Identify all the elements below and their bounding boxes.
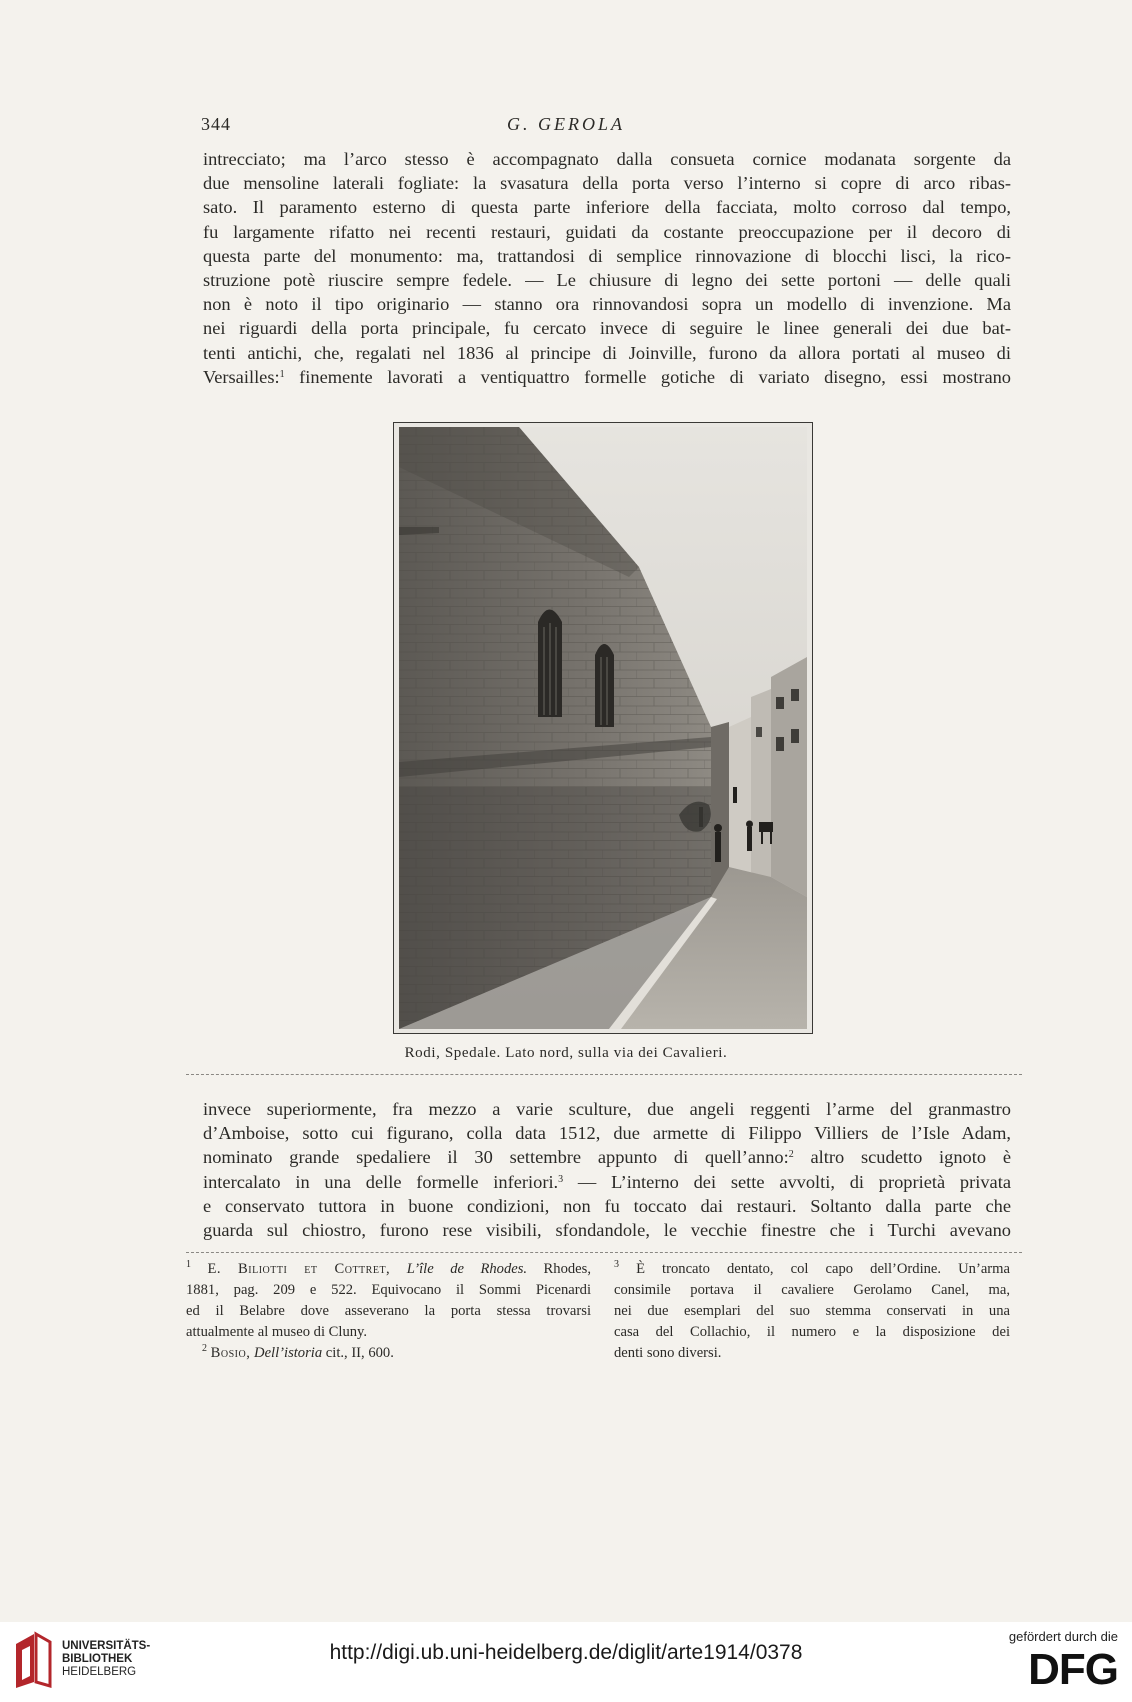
separator-rule [186, 1074, 1022, 1075]
text-line: invece superiormente, fra mezzo a varie sculture, due angeli reggenti l’arme del granmastro [203, 1099, 1011, 1119]
text-fragment: altro scudetto ignoto è [793, 1147, 1012, 1168]
dfg-logo: DFG [1028, 1645, 1118, 1694]
text-line: attualmente al museo di Cluny. [186, 1324, 368, 1340]
institution-line: UNIVERSITÄTS- [62, 1640, 151, 1652]
text-line: non è noto il tipo originario — stanno ora rinnovandosi sopra un modello di invenzione. Ma [203, 294, 1011, 315]
text-fragment: — L’interno dei sette avvolti, di proprietà privata [563, 1171, 1011, 1192]
text-line: nei due esemplari del suo stemma conservati in una [614, 1303, 1010, 1319]
footnote-ref-2[interactable]: 2 [788, 1149, 794, 1161]
paragraph-bottom [203, 1097, 1011, 1242]
text-fragment: Rhodes, [527, 1261, 591, 1277]
funding-label: gefördert durch die [1008, 1629, 1118, 1644]
text-fragment: È troncato dentato, col capo dell’Ordine. Un’arma [619, 1261, 1010, 1277]
footnote-ref-3[interactable]: 3 [558, 1173, 564, 1185]
footnote-separator [186, 1252, 1022, 1253]
text-line: tenti antichi, che, regalati nel 1836 al principe di Joinville, furono da allora portati al museo di [203, 342, 1011, 363]
page-number: 344 [201, 114, 231, 134]
text-line: intrecciato; ma l’arco stesso è accompagnato dalla consueta cornice modanata sorgente da [203, 149, 1011, 169]
text-line: guarda sul chiostro, furono rese visibili, sfondandole, le vecchie finestre che i Turchi avevano [203, 1219, 1011, 1240]
text-fragment: finemente lavorati a ventiquattro formelle gotiche di variato disegno, essi mostrano [284, 366, 1011, 387]
footnotes-left [186, 1259, 591, 1364]
text-line: 1881, pag. 209 e 522. Equivocano il Sommi Picenardi [186, 1282, 591, 1298]
running-title: G. GEROLA [507, 114, 625, 134]
footnote-mark: 1 [186, 1259, 191, 1270]
figure-caption: Rodi, Spedale. Lato nord, sulla via dei Cavalieri. [404, 1045, 728, 1061]
footnote-title: Dell’istoria [254, 1345, 323, 1361]
text-fragment: cit., II, 600. [322, 1345, 394, 1361]
street-photograph [399, 427, 807, 1029]
footnote-author: E. Biliotti et Cottret, [207, 1261, 391, 1277]
footnotes-right [614, 1259, 1010, 1364]
footnote-3 [614, 1259, 1010, 1280]
text-line: d’Amboise, sotto cui figurano, colla data 1512, due armette di Filippo Villiers de l’Isle Adam, [203, 1123, 1011, 1144]
institution-line: HEIDELBERG [62, 1666, 137, 1678]
text-line: consimile portava il cavaliere Gerolamo Canel, ma, [614, 1282, 1010, 1298]
footnote-author: Bosio, [210, 1345, 251, 1361]
text-line: sato. Il paramento esterno di questa parte inferiore della facciata, molto corroso dal tempo, [203, 197, 1011, 218]
text-fragment: intercalato in una delle formelle inferiori. [203, 1171, 559, 1192]
text-line [203, 1170, 1011, 1194]
paragraph-top [203, 147, 1011, 389]
footnote-2 [186, 1343, 591, 1364]
footnote-mark: 3 [614, 1259, 619, 1270]
text-line: questa parte del monumento: ma, trattandosi di semplice rinnovazione di blocchi lisci, la rico- [203, 245, 1011, 266]
text-line: nei riguardi della porta principale, fu cercato invece di seguire le linee generali dei due bat- [203, 318, 1011, 339]
footnote-title: L’île de Rhodes. [406, 1261, 528, 1277]
text-line: casa del Collachio, il numero e la disposizione dei [614, 1324, 1010, 1340]
text-line [203, 365, 1011, 389]
permalink-url[interactable]: http://digi.ub.uni-heidelberg.de/diglit/arte1914/0378 [329, 1641, 803, 1664]
text-fragment: Versailles: [203, 366, 280, 387]
text-line: denti sono diversi. [614, 1345, 722, 1361]
footnote-ref-1[interactable]: 1 [279, 368, 285, 380]
text-line [203, 1145, 1011, 1169]
text-line: e conservato tuttora in buone condizioni, non fu toccato dai restauri. Soltanto dalla parte che [203, 1195, 1011, 1216]
text-line: struzione potè riuscire sempre fedele. — Le chiusure di legno dei sette portoni — delle quali [203, 269, 1011, 290]
figure-frame [393, 422, 813, 1034]
text-fragment: nominato grande spedaliere il 30 settembre appunto di quell’anno: [203, 1147, 789, 1168]
text-line: ed il Belabre dove asseverano la porta stessa trovarsi [186, 1303, 591, 1319]
text-line: due mensoline laterali fogliate: la svasatura della porta verso l’interno si copre di arco ribas- [203, 173, 1011, 194]
footnote-1 [186, 1259, 591, 1280]
text-line: fu largamente rifatto nei recenti restauri, guidati da costante preoccupazione per il decoro di [203, 221, 1011, 242]
footnote-mark: 2 [202, 1343, 207, 1354]
institution-line: BIBLIOTHEK [62, 1653, 133, 1665]
